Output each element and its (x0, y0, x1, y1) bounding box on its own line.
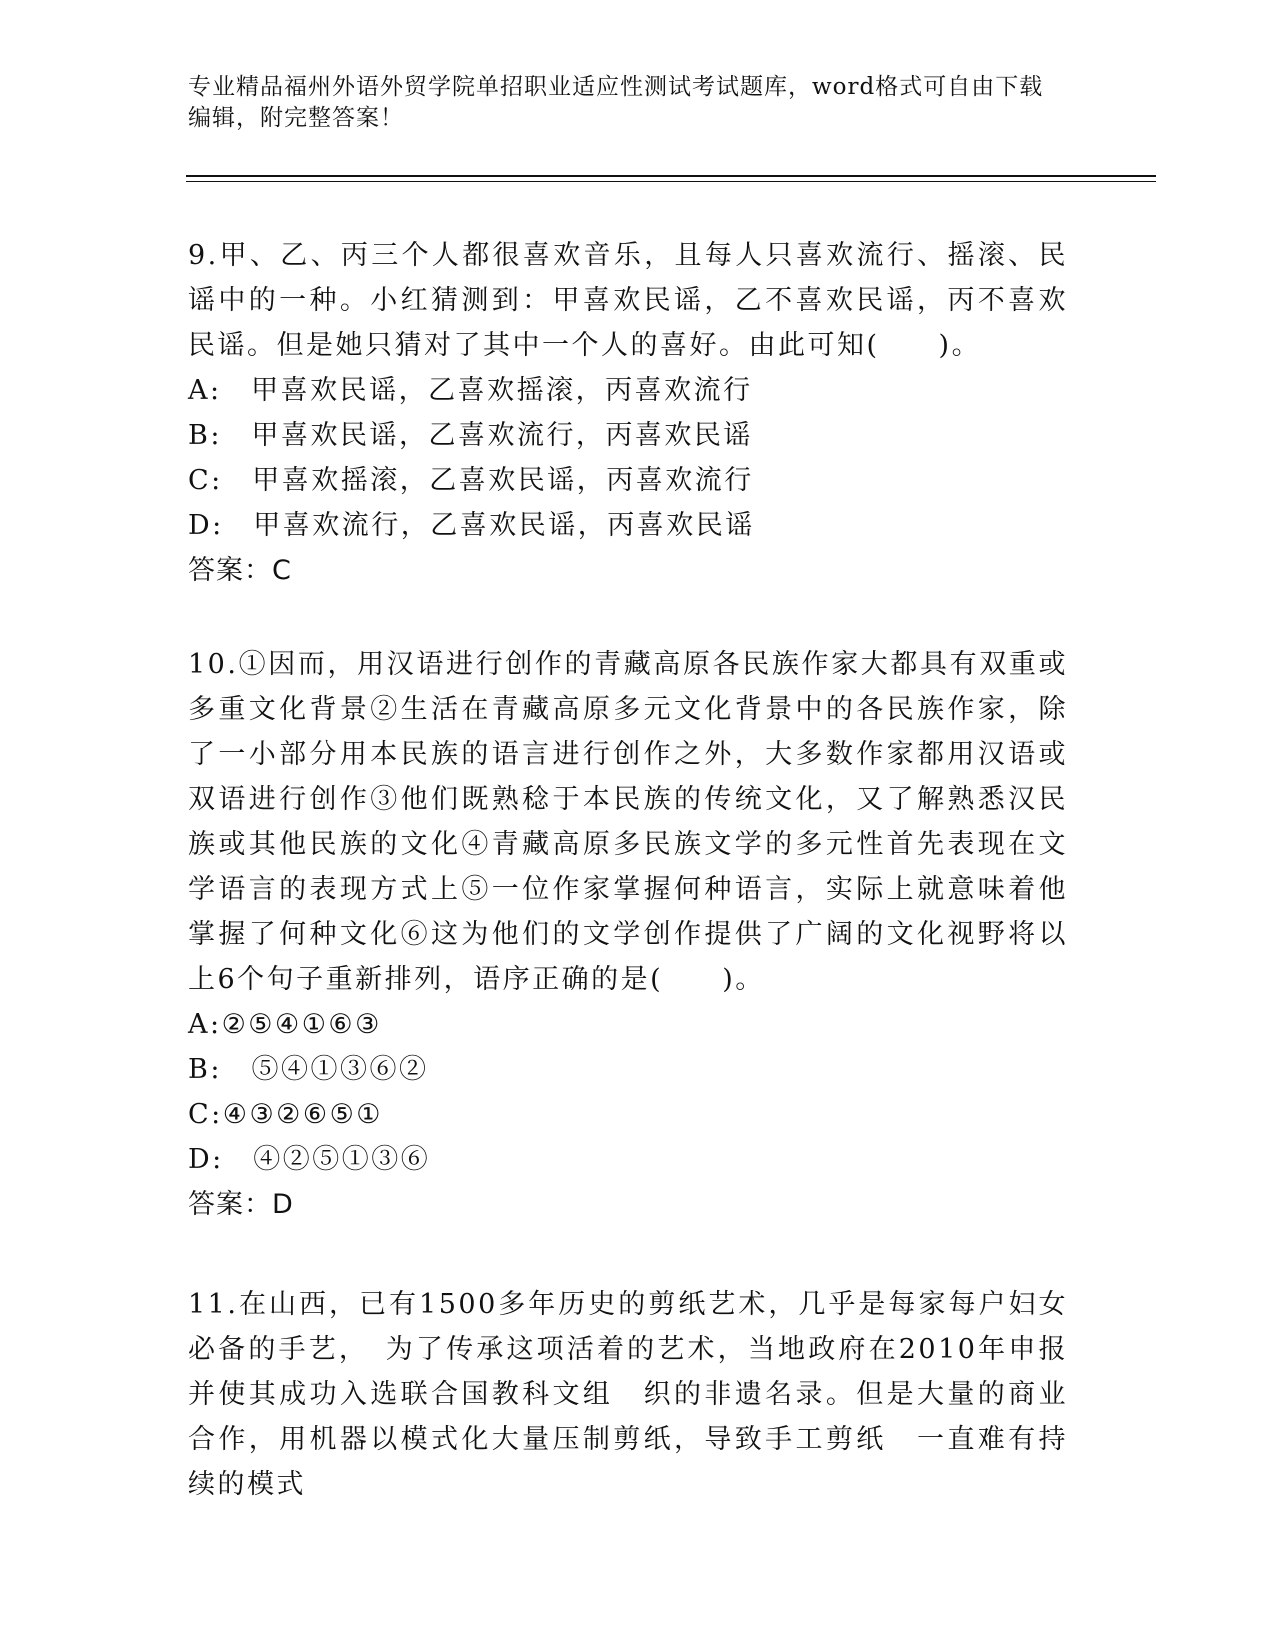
question-10 (188, 642, 1068, 1227)
option-d: D: ④②⑤①③⑥ (188, 1144, 431, 1175)
question-stem: 9.甲、乙、丙三个人都很喜欢音乐，且每人只喜欢流行、摇滚、民谣中的一种。小红猜测到：甲喜欢民谣，乙不喜欢民谣，丙不喜欢民谣。但是她只猜对了其中一个人的喜好。由此可知( )。 (188, 240, 1068, 361)
header-line-1: 专业精品福州外语外贸学院单招职业适应性测试考试题库，word格式可自由下载 (188, 74, 1044, 100)
option-c: C:④③②⑥⑤① (188, 1099, 383, 1130)
option-b: B: 甲喜欢民谣，乙喜欢流行，丙喜欢民谣 (188, 420, 753, 451)
option-c: C: 甲喜欢摇滚，乙喜欢民谣，丙喜欢流行 (188, 465, 754, 496)
page-header (188, 72, 1068, 134)
question-stem: 11.在山西，已有1500多年历史的剪纸艺术，几乎是每家每户妇女必备的手艺， 为了传承这项活着的艺术，当地政府在2010年申报并使其成功入选联合国教科文组 织的非遗名录。但是大量的商业合作，用机器以模式化大量压制剪纸，导致手工剪纸 一直难有持续的模式 (188, 1289, 1068, 1500)
option-a: A:②⑤④①⑥③ (188, 1009, 382, 1040)
question-11 (188, 1282, 1068, 1507)
option-d: D: 甲喜欢流行，乙喜欢民谣，丙喜欢民谣 (188, 510, 755, 541)
question-stem: 10.①因而，用汉语进行创作的青藏高原各民族作家大都具有双重或多重文化背景②生活在青藏高原多元文化背景中的各民族作家，除了一小部分用本民族的语言进行创作之外，大多数作家都用汉语或双语进行创作③他们既熟稔于本民族的传统文化，又了解熟悉汉民族或其他民族的文化④青藏高原多民族文学的多元性首先表现在文学语言的表现方式上⑤一位作家掌握何种语言，实际上就意味着他掌握了何种文化⑥这为他们的文学创作提供了广阔的文化视野将以上6个句子重新排列，语序正确的是( )。 (188, 649, 1068, 995)
question-9 (188, 233, 1068, 593)
header-rule-thin (186, 181, 1156, 182)
header-line-2: 编辑，附完整答案！ (188, 105, 404, 131)
header-rule-thick (186, 175, 1156, 177)
answer: 答案：D (188, 1189, 294, 1220)
option-a: A: 甲喜欢民谣，乙喜欢摇滚，丙喜欢流行 (188, 375, 753, 406)
option-b: B: ⑤④①③⑥② (188, 1054, 429, 1085)
answer: 答案：C (188, 555, 292, 586)
